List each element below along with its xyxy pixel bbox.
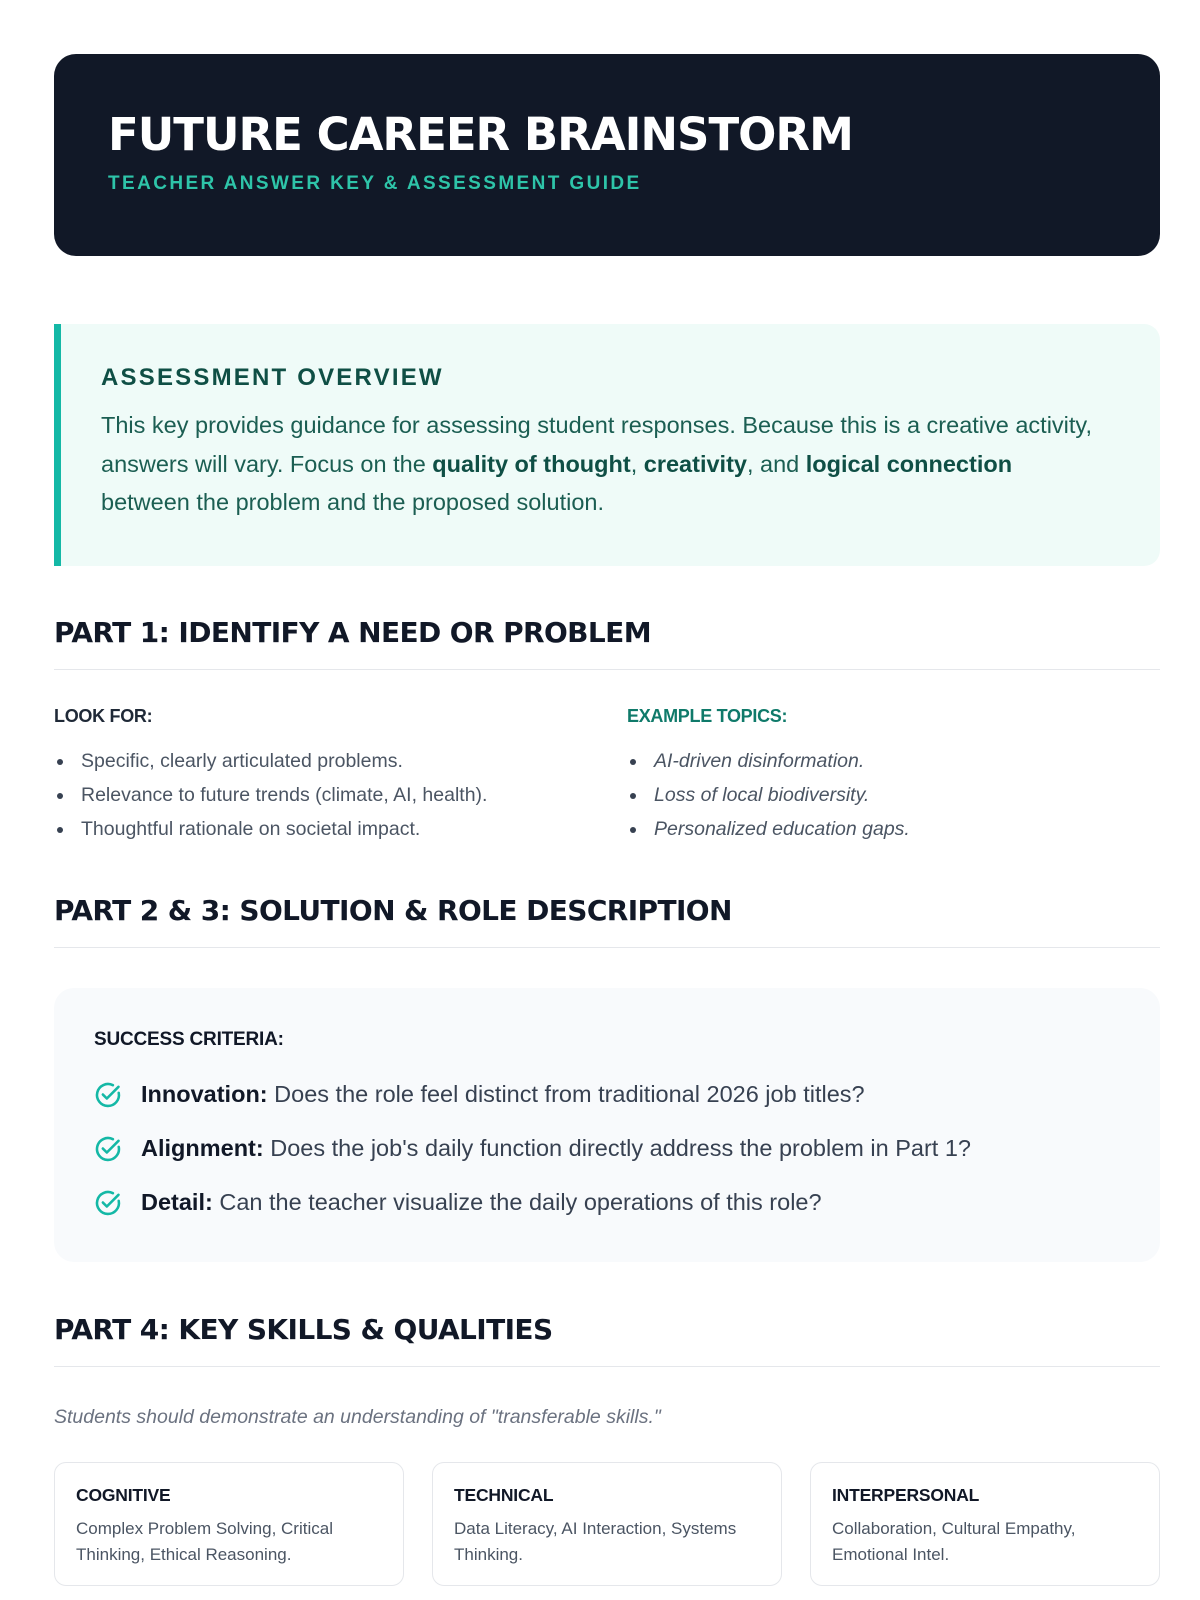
overview-text-part: between the problem and the proposed solution.	[101, 489, 604, 515]
overview-text-part: , and	[746, 450, 806, 477]
criteria-label: Alignment:	[141, 1135, 264, 1161]
check-circle-icon	[94, 1135, 122, 1163]
criteria-text	[141, 1081, 865, 1108]
criteria-text	[141, 1135, 971, 1162]
overview-heading: ASSESSMENT OVERVIEW	[101, 364, 444, 391]
overview-emphasis: creativity	[643, 450, 747, 477]
criteria-item	[94, 1080, 1120, 1109]
overview-emphasis: logical connection	[805, 450, 1013, 477]
criteria-description: Does the job's daily function directly address the problem in Part 1?	[263, 1135, 971, 1161]
criteria-item	[94, 1188, 1120, 1217]
part4-title: PART 4: KEY SKILLS & QUALITIES	[54, 1313, 1160, 1367]
skill-card-cognitive	[54, 1462, 404, 1586]
skill-card-title: INTERPERSONAL	[832, 1485, 980, 1505]
criteria-item	[94, 1134, 1120, 1163]
skill-card-description: Collaboration, Cultural Empathy, Emotional Intel.	[832, 1519, 1076, 1564]
skill-card-interpersonal	[810, 1462, 1160, 1586]
example-topics-heading: EXAMPLE TOPICS:	[627, 706, 788, 726]
success-criteria-box	[54, 988, 1160, 1262]
list-item: Relevance to future trends (climate, AI, health).	[54, 778, 487, 812]
success-criteria-heading: SUCCESS CRITERIA:	[94, 1029, 284, 1050]
part4-note: Students should demonstrate an understanding of "transferable skills."	[54, 1406, 661, 1428]
skill-card-technical	[432, 1462, 782, 1586]
assessment-overview-callout	[54, 324, 1160, 566]
skill-card-description: Complex Problem Solving, Critical Thinking, Ethical Reasoning.	[76, 1519, 333, 1564]
example-topics-list	[627, 744, 910, 846]
page-subtitle: TEACHER ANSWER KEY & ASSESSMENT GUIDE	[108, 173, 642, 194]
list-item: AI-driven disinformation.	[627, 744, 910, 778]
criteria-description: Can the teacher visualize the daily operations of this role?	[212, 1189, 822, 1215]
overview-text-part: This key provides guidance for assessing student responses. Because this is a creative activity, answers will vary. Focus on the	[101, 412, 1092, 477]
overview-emphasis: quality of thought	[432, 450, 631, 477]
skill-card-title: COGNITIVE	[76, 1485, 171, 1505]
list-item: Personalized education gaps.	[627, 812, 910, 846]
look-for-heading: LOOK FOR:	[54, 706, 153, 726]
overview-text	[101, 406, 1100, 522]
skill-card-description: Data Literacy, AI Interaction, Systems Thinking.	[454, 1519, 737, 1564]
skill-card-title: TECHNICAL	[454, 1485, 554, 1505]
part1-title: PART 1: IDENTIFY A NEED OR PROBLEM	[54, 616, 1160, 670]
criteria-text	[141, 1189, 822, 1216]
check-circle-icon	[94, 1189, 122, 1217]
page-title: FUTURE CAREER BRAINSTORM	[108, 108, 853, 161]
list-item: Loss of local biodiversity.	[627, 778, 910, 812]
criteria-description: Does the role feel distinct from traditional 2026 job titles?	[267, 1081, 865, 1107]
overview-text-part: ,	[630, 450, 644, 477]
criteria-label: Innovation:	[141, 1081, 268, 1107]
look-for-list	[54, 744, 487, 846]
check-circle-icon	[94, 1081, 122, 1109]
page-header	[54, 54, 1160, 256]
list-item: Specific, clearly articulated problems.	[54, 744, 487, 778]
criteria-label: Detail:	[141, 1189, 213, 1215]
part23-title: PART 2 & 3: SOLUTION & ROLE DESCRIPTION	[54, 894, 1160, 948]
list-item: Thoughtful rationale on societal impact.	[54, 812, 487, 846]
